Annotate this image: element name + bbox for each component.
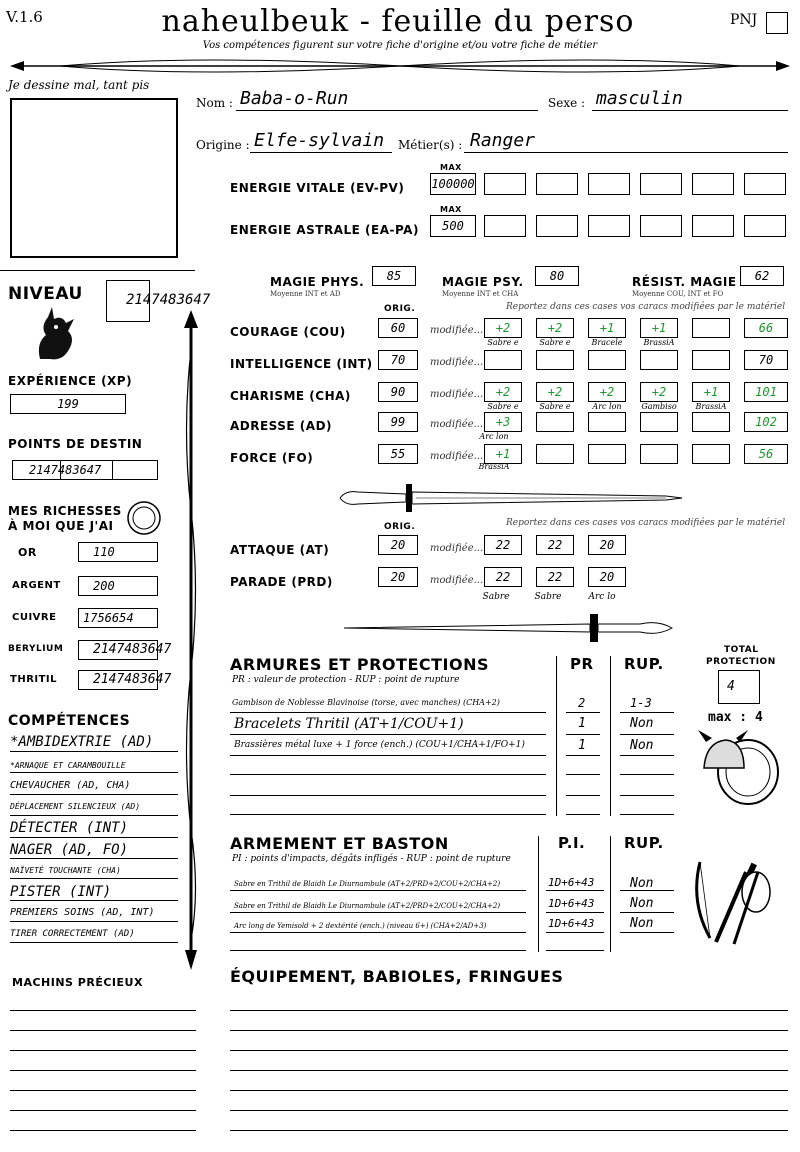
carac-total[interactable]: 66 [744, 318, 788, 338]
armures-title: ARMURES ET PROTECTIONS [230, 655, 489, 674]
carac-sub: Bracele [591, 338, 623, 347]
competences-label: COMPÉTENCES [8, 713, 131, 729]
or-value[interactable]: 110 [78, 542, 158, 562]
carac-sub: Gambiso [641, 402, 677, 411]
combat-orig[interactable]: 20 [378, 535, 418, 555]
arme-item-name: Sabre en Trithil de Blaidh Le Diurnambule (AT+2/PRD+2/COU+2/CHA+2) [234, 880, 501, 888]
staff-ornament [180, 310, 202, 970]
carac-mod[interactable]: +2 [484, 318, 522, 338]
carac-name: COURAGE (COU) [230, 325, 346, 339]
xp-value[interactable]: 199 [10, 394, 126, 414]
berylium-label: BERYLIUM [8, 644, 64, 654]
berylium-value[interactable]: 2147483647 [78, 640, 158, 660]
carac-sub: Arc lon [479, 432, 509, 441]
ev-box[interactable] [744, 173, 786, 195]
armure-item-pr: 2 [578, 696, 586, 710]
competence-item: PISTER (INT) [10, 884, 112, 900]
competence-item: *AMBIDEXTRIE (AD) [10, 734, 154, 750]
competence-item: PREMIERS SOINS (AD, INT) [10, 907, 155, 918]
combat-note: Reportez dans ces cases vos caracs modifiées par le matériel [506, 518, 786, 528]
arme-item-pi: 1D+6+43 [548, 917, 595, 930]
carac-name: CHARISME (CHA) [230, 389, 351, 403]
carac-modif-label: modifiée... [430, 389, 484, 400]
page-title: naheulbeuk - feuille du perso [161, 4, 635, 39]
origine-label: Origine : [196, 138, 250, 152]
arme-item-name: Sabre en Trithil de Blaidh Le Diurnambule (AT+2/PRD+2/COU+2/CHA+2) [234, 902, 501, 910]
armures-note: PR : valeur de protection - RUP : point de rupture [232, 675, 460, 685]
carac-mod[interactable]: +2 [536, 318, 574, 338]
helmet-shield-icon [696, 728, 782, 808]
armure-item-pr: 1 [578, 738, 586, 753]
total-protection-label-1: TOTAL [724, 645, 759, 655]
competence-item: NAÏVETÉ TOUCHANTE (CHA) [10, 866, 121, 875]
carac-mod[interactable]: +1 [588, 318, 626, 338]
carac-mod[interactable] [640, 412, 678, 432]
arme-item-rup: Non [630, 876, 654, 891]
armure-item-pr: 1 [578, 716, 586, 731]
armures-col-rup: RUP. [624, 655, 664, 673]
armure-item-rup: Non [630, 738, 654, 753]
armement-note: PI : points d'impacts, dégâts infligés - RUP : point de rupture [232, 854, 511, 864]
carac-orig[interactable]: 99 [378, 412, 418, 432]
ev-box[interactable] [484, 173, 526, 195]
ev-box[interactable] [640, 173, 682, 195]
sword-icon [340, 610, 680, 646]
destin-label: POINTS DE DESTIN [8, 437, 143, 451]
combat-sub: Sabre [482, 592, 510, 602]
magie-psy-note: Moyenne INT et CHA [442, 290, 519, 298]
carac-sub: Sabre e [487, 402, 519, 411]
arme-item-pi: 1D+6+43 [548, 897, 595, 910]
combat-mod[interactable]: 22 [484, 535, 522, 555]
carac-mod[interactable] [484, 350, 522, 370]
combat-orig[interactable]: 20 [378, 567, 418, 587]
combat-mod[interactable]: 22 [536, 567, 574, 587]
ea-box[interactable] [484, 215, 526, 237]
ev-label: ENERGIE VITALE (EV-PV) [230, 181, 405, 195]
armure-item-name: Brassières métal luxe + 1 force (ench.) (COU+1/CHA+1/FO+1) [234, 740, 525, 750]
ev-box[interactable] [692, 173, 734, 195]
carac-sub: Sabre e [487, 338, 519, 347]
destin-value[interactable]: 2147483647 [12, 460, 158, 480]
armement-col-pi: P.I. [558, 834, 586, 852]
ea-label: ENERGIE ASTRALE (EA-PA) [230, 223, 419, 237]
carac-mod[interactable]: +1 [484, 444, 522, 464]
cuivre-label: CUIVRE [12, 612, 57, 623]
armure-item-rup: Non [630, 716, 654, 731]
carac-mod[interactable] [692, 412, 730, 432]
carac-mod[interactable] [588, 444, 626, 464]
combat-orig-label: ORIG. [384, 522, 416, 532]
metier-label: Métier(s) : [398, 138, 463, 152]
competence-item: NAGER (AD, FO) [10, 842, 129, 858]
resist-magie-value[interactable]: 62 [740, 266, 784, 286]
ev-max-value[interactable]: 100000 [430, 173, 476, 195]
carac-orig-label: ORIG. [384, 304, 416, 314]
argent-value[interactable]: 200 [78, 576, 158, 596]
metier-value[interactable]: Ranger [470, 130, 536, 151]
carac-mod[interactable] [640, 444, 678, 464]
combat-mod[interactable]: 22 [536, 535, 574, 555]
coin-icon [126, 500, 162, 536]
total-protection-label-2: PROTECTION [706, 657, 776, 667]
carac-mod[interactable] [536, 444, 574, 464]
sword-icon [336, 480, 686, 516]
carac-name: FORCE (FO) [230, 451, 314, 465]
machins-label: MACHINS PRÉCIEUX [12, 976, 143, 989]
carac-mod[interactable]: +2 [536, 382, 574, 402]
magie-psy-label: MAGIE PSY. [442, 275, 524, 289]
resist-magie-label: RÉSIST. MAGIE [632, 275, 737, 289]
armures-col-pr: PR [570, 655, 594, 673]
arme-item-name: Arc long de Yemisold + 2 dextérité (ench.) (niveau 6+) (CHA+2/AD+3) [234, 922, 487, 930]
armure-item-name: Bracelets Thritil (AT+1/COU+1) [234, 716, 464, 732]
richesses-label-2: À MOI QUE J'AI [8, 519, 114, 533]
carac-sub: Arc lon [592, 402, 622, 411]
carac-note: Reportez dans ces cases vos caracs modifiées par le matériel [506, 302, 786, 312]
pnj-label: PNJ [730, 12, 758, 28]
magie-phys-label: MAGIE PHYS. [270, 275, 365, 289]
carac-sub: BrassiA [695, 402, 727, 411]
sexe-value[interactable]: masculin [596, 88, 683, 109]
carac-mod[interactable]: +1 [692, 382, 730, 402]
or-label: OR [18, 546, 37, 559]
equipement-title: ÉQUIPEMENT, BABIOLES, FRINGUES [230, 967, 564, 986]
ev-box[interactable] [588, 173, 630, 195]
thritil-label: THRITIL [10, 674, 58, 685]
competence-item: CHEVAUCHER (AD, CHA) [10, 780, 131, 791]
carac-orig[interactable]: 90 [378, 382, 418, 402]
carac-modif-label: modifiée... [430, 325, 484, 336]
carac-mod[interactable] [640, 350, 678, 370]
carac-orig[interactable]: 55 [378, 444, 418, 464]
ea-box[interactable] [640, 215, 682, 237]
sexe-label: Sexe : [548, 96, 586, 110]
combat-mod[interactable]: 22 [484, 567, 522, 587]
nom-value[interactable]: Baba-o-Run [240, 88, 349, 109]
thritil-value[interactable]: 2147483647 [78, 670, 158, 690]
carac-orig[interactable]: 70 [378, 350, 418, 370]
carac-mod[interactable] [588, 412, 626, 432]
combat-mod[interactable]: 20 [588, 567, 626, 587]
carac-mod[interactable]: +1 [640, 318, 678, 338]
competence-item: *ARNAQUE ET CARAMBOUILLE [10, 761, 126, 770]
armement-title: ARMEMENT ET BASTON [230, 834, 449, 853]
carac-mod[interactable]: +2 [640, 382, 678, 402]
carac-mod[interactable] [692, 318, 730, 338]
arme-item-rup: Non [630, 916, 654, 931]
armure-item-name: Gambison de Noblesse Blavinoise (torse, avec manches) (CHA+2) [232, 698, 500, 707]
page-subtitle: Vos compétences figurent sur votre fiche d'origine et/ou votre fiche de métier [202, 40, 598, 51]
carac-modif-label: modifiée... [430, 419, 484, 430]
pnj-checkbox[interactable] [766, 12, 788, 34]
carac-total[interactable]: 70 [744, 350, 788, 370]
portrait-caption: Je dessine mal, tant pis [8, 78, 150, 92]
arme-item-rup: Non [630, 896, 654, 911]
carac-mod[interactable] [692, 444, 730, 464]
total-protection-max: max : 4 [708, 710, 763, 725]
carac-mod[interactable]: +3 [484, 412, 522, 432]
cuivre-value[interactable]: 1756654 [78, 608, 158, 628]
ea-box[interactable] [588, 215, 630, 237]
carac-total[interactable]: 101 [744, 382, 788, 402]
ev-box[interactable] [536, 173, 578, 195]
carac-mod[interactable]: +2 [484, 382, 522, 402]
carac-name: INTELLIGENCE (INT) [230, 357, 373, 371]
xp-label: EXPÉRIENCE (XP) [8, 374, 133, 388]
competence-item: TIRER CORRECTEMENT (AD) [10, 929, 135, 939]
ea-max-label: MAX [440, 205, 462, 214]
carac-modif-label: modifiée... [430, 451, 484, 462]
total-protection-value[interactable]: 4 [718, 670, 760, 704]
header-ornament [0, 52, 800, 80]
resist-magie-note: Moyenne COU, INT et FO [632, 290, 724, 298]
argent-label: ARGENT [12, 580, 61, 591]
carac-mod[interactable] [536, 350, 574, 370]
carac-modif-label: modifiée... [430, 357, 484, 368]
combat-name: ATTAQUE (AT) [230, 543, 330, 557]
competence-item: DÉTECTER (INT) [10, 820, 129, 836]
dragon-icon [32, 305, 78, 363]
carac-sub: BrassiA [643, 338, 675, 347]
niveau-value: 2147483647 [126, 292, 211, 308]
competence-item: DÉPLACEMENT SILENCIEUX (AD) [10, 802, 141, 811]
carac-name: ADRESSE (AD) [230, 419, 333, 433]
richesses-label-1: MES RICHESSES [8, 504, 122, 518]
origine-value[interactable]: Elfe-sylvain [254, 130, 385, 151]
carac-mod[interactable]: +2 [588, 382, 626, 402]
magie-psy-value[interactable]: 80 [535, 266, 579, 286]
ea-box[interactable] [692, 215, 734, 237]
magie-phys-note: Moyenne INT et AD [270, 290, 341, 298]
ea-box[interactable] [536, 215, 578, 237]
carac-sub: Sabre e [539, 338, 571, 347]
carac-sub: BrassiA [478, 462, 510, 471]
combat-sub: Arc lo [588, 592, 616, 602]
portrait-frame[interactable] [10, 98, 178, 258]
combat-sub: Sabre [534, 592, 562, 602]
combat-name: PARADE (PRD) [230, 575, 333, 589]
ea-box[interactable] [744, 215, 786, 237]
armement-col-rup: RUP. [624, 834, 664, 852]
carac-total[interactable]: 102 [744, 412, 788, 432]
version-label: V.1.6 [6, 8, 43, 26]
carac-total[interactable]: 56 [744, 444, 788, 464]
carac-mod[interactable] [536, 412, 574, 432]
combat-modif-label: modifiée... [430, 543, 484, 554]
magie-phys-value[interactable]: 85 [372, 266, 416, 286]
carac-mod[interactable] [692, 350, 730, 370]
nom-label: Nom : [196, 96, 233, 110]
combat-mod[interactable]: 20 [588, 535, 626, 555]
armure-item-rup: 1-3 [630, 696, 652, 710]
carac-sub: Sabre e [539, 402, 571, 411]
carac-mod[interactable] [588, 350, 626, 370]
arme-item-pi: 1D+6+43 [548, 876, 595, 889]
ev-max-label: MAX [440, 163, 462, 172]
combat-modif-label: modifiée... [430, 575, 484, 586]
weapons-icon [686, 852, 782, 948]
carac-orig[interactable]: 60 [378, 318, 418, 338]
ea-max-value[interactable]: 500 [430, 215, 476, 237]
niveau-label: NIVEAU [8, 284, 83, 304]
